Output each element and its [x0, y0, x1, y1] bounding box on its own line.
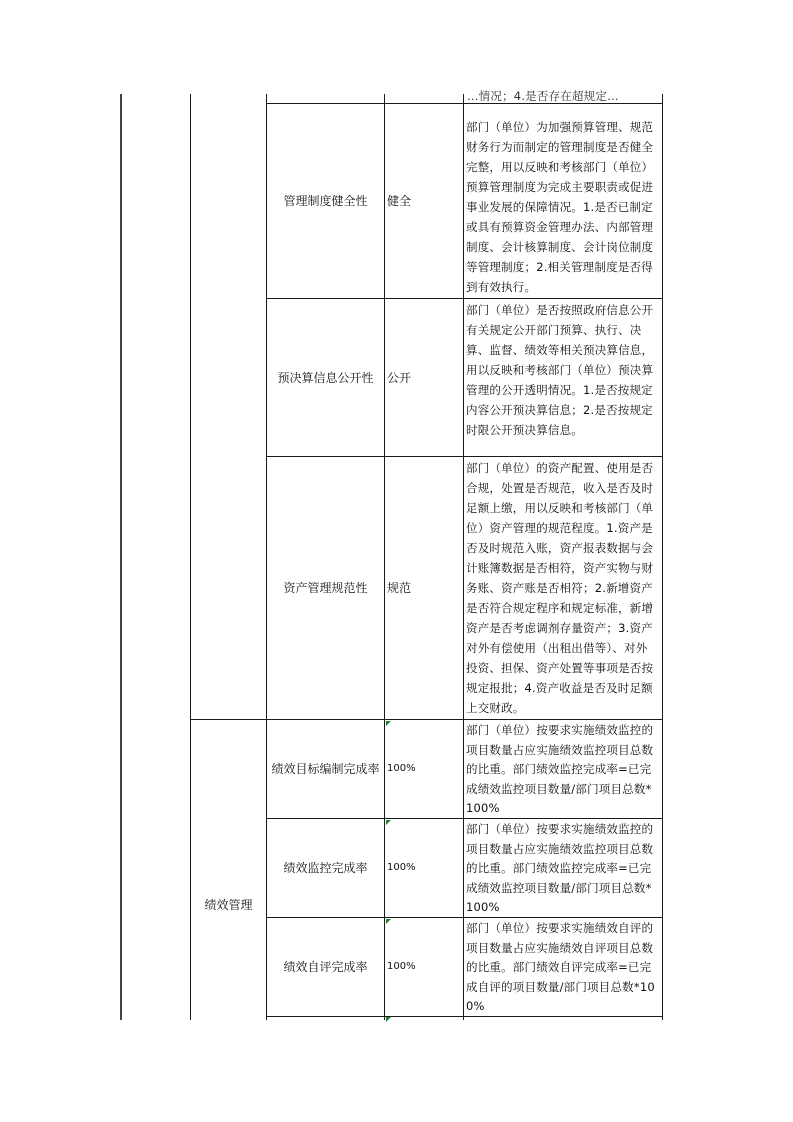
- description-cell: 部门（单位）的资产配置、使用是否合规，处置是否规范，收入是否及时足额上缴，用以反映和考核部门（单位）资产管理的规范程度。1.资产是否及时规范入账，资产报表数据与会计账簿数据是否相符，资产实物与财务账、资产账是否相符；2.新增资产是否符合规定程序和规定标准，新增资产是否考虑调剂存量资产；3.资产对外有偿使用（出租出借等）、对外投资、担保、资产处置等事项是否按规定报批；4.资产收益是否及时足额上交财政。: [466, 461, 654, 715]
- description-cell: 部门（单位）按要求实施绩效自评的项目数量占应实施绩效自评项目总数的比重。部门绩效自评完成率=已完成自评的项目数量/部门项目总数*100%: [466, 921, 655, 1013]
- category-cell: [191, 720, 266, 1020]
- indicator-cell: [267, 457, 384, 719]
- page-margin-rule: [120, 94, 122, 1020]
- standard-value: 公开: [387, 370, 412, 385]
- standard-value: 100%: [387, 763, 416, 774]
- row-border-6: [266, 1016, 663, 1017]
- standard-cell: [386, 104, 463, 298]
- indicator-label: 绩效监控完成率: [283, 861, 368, 875]
- indicator-label: 预决算信息公开性: [277, 370, 374, 385]
- description-cell: 部门（单位）按要求实施绩效监控的项目数量占应实施绩效监控项目总数的比重。部门绩效监控完成率=已完成绩效监控项目数量/部门项目总数*100%: [466, 822, 654, 914]
- indicator-cell: [267, 918, 384, 1016]
- standard-cell: [387, 918, 463, 1016]
- indicator-cell: [267, 299, 384, 456]
- standard-value: 规范: [387, 581, 412, 595]
- standard-value: 健全: [387, 194, 412, 208]
- indicator-label: 管理制度健全性: [283, 194, 368, 208]
- description-cell: 部门（单位）是否按照政府信息公开有关规定公开部门预算、执行、决算、监督、绩效等相关预决算信息，用以反映和考核部门（单位）预决算管理的公开透明情况。1.是否按规定内容公开预决算信息；2.是否按规定时限公开预决算信息。: [466, 303, 654, 437]
- table-border-right: [662, 94, 663, 1020]
- table-border-col2: [384, 94, 385, 1020]
- description-cell: 部门（单位）为加强预算管理、规范财务行为而制定的管理制度是否健全完整，用以反映和考核部门（单位）预算管理制度为完成主要职责或促进事业发展的保障情况。1.是否已制定或具有预算资金管理办法、内部管理制度、会计核算制度、会计岗位制度等管理制度；2.相关管理制度是否得到有效执行。: [466, 120, 654, 294]
- indicator-label: 绩效目标编制完成率: [271, 762, 380, 776]
- standard-value: 100%: [387, 961, 416, 972]
- category-label: 绩效管理: [204, 898, 253, 912]
- indicator-cell: [267, 720, 384, 818]
- standard-value: 100%: [387, 862, 416, 873]
- standard-cell: [387, 819, 463, 917]
- indicator-label: 绩效自评完成率: [283, 960, 368, 974]
- cell-corner-marker: [386, 1017, 391, 1022]
- standard-cell: [386, 457, 463, 719]
- top-partial-text: …情况；4.是否存在超规定…: [467, 89, 619, 102]
- indicator-cell: [267, 819, 384, 917]
- indicator-cell: [267, 104, 384, 298]
- standard-cell: [387, 720, 463, 818]
- standard-cell: [386, 299, 463, 456]
- description-cell: 部门（单位）按要求实施绩效监控的项目数量占应实施绩效监控项目总数的比重。部门绩效监控完成率=已完成绩效监控项目数量/部门项目总数*100%: [466, 723, 654, 815]
- indicator-label: 资产管理规范性: [283, 581, 368, 595]
